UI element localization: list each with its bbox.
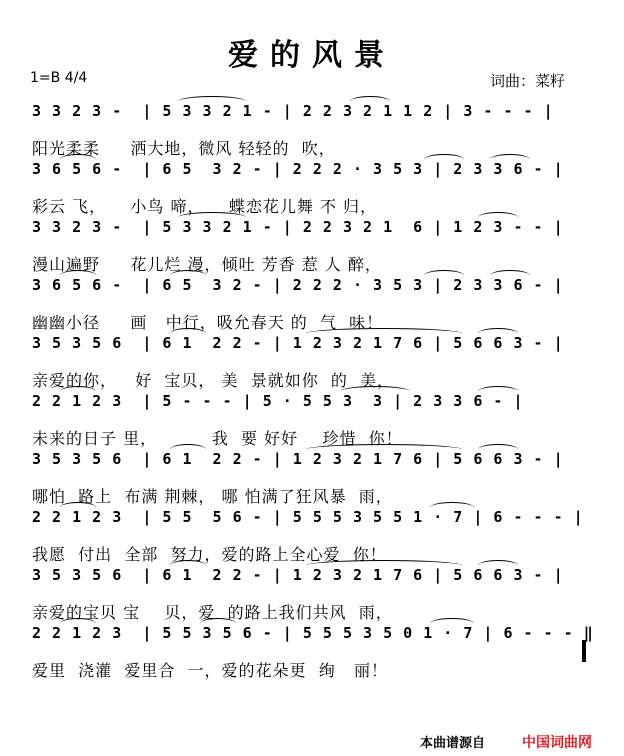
notation-line: 3 5 3 5 6 | 6 1 2 2 - | 1 2 3 2 1 7 6 | 5 6 6 3 - | bbox=[32, 450, 564, 468]
lyric-line: 幽幽小径 画 中行，吸允春天 的 气 味！ bbox=[32, 313, 384, 332]
system-10 bbox=[0, 618, 624, 698]
source-site-link[interactable]: 中国词曲网 bbox=[522, 735, 592, 751]
page-title: 爱的风景 bbox=[228, 38, 396, 73]
notation-line: 2 2 1 2 3 | 5 - - - | 5 · 5 5 3 3 | 2 3 3 6 - | bbox=[32, 392, 524, 410]
notation-line: 3 5 3 5 6 | 6 1 2 2 - | 1 2 3 2 1 7 6 | 5 6 6 3 - | bbox=[32, 566, 564, 584]
lyric-line: 漫山遍野 花儿烂 漫，倾吐 芳香 惹 人 醉， bbox=[32, 255, 382, 274]
lyric-line: 彩云 飞， 小鸟 啼， 蝶恋花儿舞 不 归， bbox=[32, 197, 378, 216]
notation-line: 3 6 5 6 - | 6 5 3 2 - | 2 2 2 · 3 5 3 | 2 3 3 6 - | bbox=[32, 160, 564, 178]
credit-line: 词曲：菜籽 bbox=[490, 72, 566, 90]
notation-line: 3 6 5 6 - | 6 5 3 2 - | 2 2 2 · 3 5 3 | 2 3 3 6 - | bbox=[32, 276, 564, 294]
lyric-line: 阳光柔柔 洒大地，微风 轻轻的 吹， bbox=[32, 139, 336, 158]
lyric-line: 哪怕 路上 布满 荆棘， 哪 怕满了狂风暴 雨， bbox=[32, 487, 393, 506]
key-signature: 1=B 4/4 bbox=[30, 70, 88, 86]
lyric-line: 我愿 付出 全部 努力，爱的路上全心爱 你！ bbox=[32, 545, 387, 564]
notation-line: 2 2 1 2 3 | 5 5 5 6 - | 5 5 5 3 5 5 1 · 7 | 6 - - - | bbox=[32, 508, 584, 526]
lyric-line: 爱里 浇灌 爱里合 一，爱的花朵更 绚 丽！ bbox=[32, 661, 388, 680]
notation-line: 3 3 2 3 - | 5 3 3 2 1 - | 2 2 3 2 1 6 | 1 2 3 - - | bbox=[32, 218, 564, 236]
final-barline bbox=[582, 640, 586, 662]
source-label: 本曲谱源自 bbox=[420, 736, 486, 751]
lyric-line: 亲爱的宝贝 宝 贝，爱 的路上我们共风 雨， bbox=[32, 603, 393, 622]
notation-line: 3 3 2 3 - | 5 3 3 2 1 - | 2 2 3 2 1 1 2 | 3 - - - | bbox=[32, 102, 554, 120]
lyric-line: 未来的日子 里， 我 要 好好 珍惜 你！ bbox=[32, 429, 403, 448]
notation-line: 2 2 1 2 3 | 5 5 3 5 6 - | 5 5 5 3 5 0 1 · 7 | 6 - - - ‖ bbox=[32, 624, 594, 642]
lyric-line: 亲爱的你， 好 宝贝， 美 景就如你 的 美， bbox=[32, 371, 395, 390]
notation-line: 3 5 3 5 6 | 6 1 2 2 - | 1 2 3 2 1 7 6 | 5 6 6 3 - | bbox=[32, 334, 564, 352]
